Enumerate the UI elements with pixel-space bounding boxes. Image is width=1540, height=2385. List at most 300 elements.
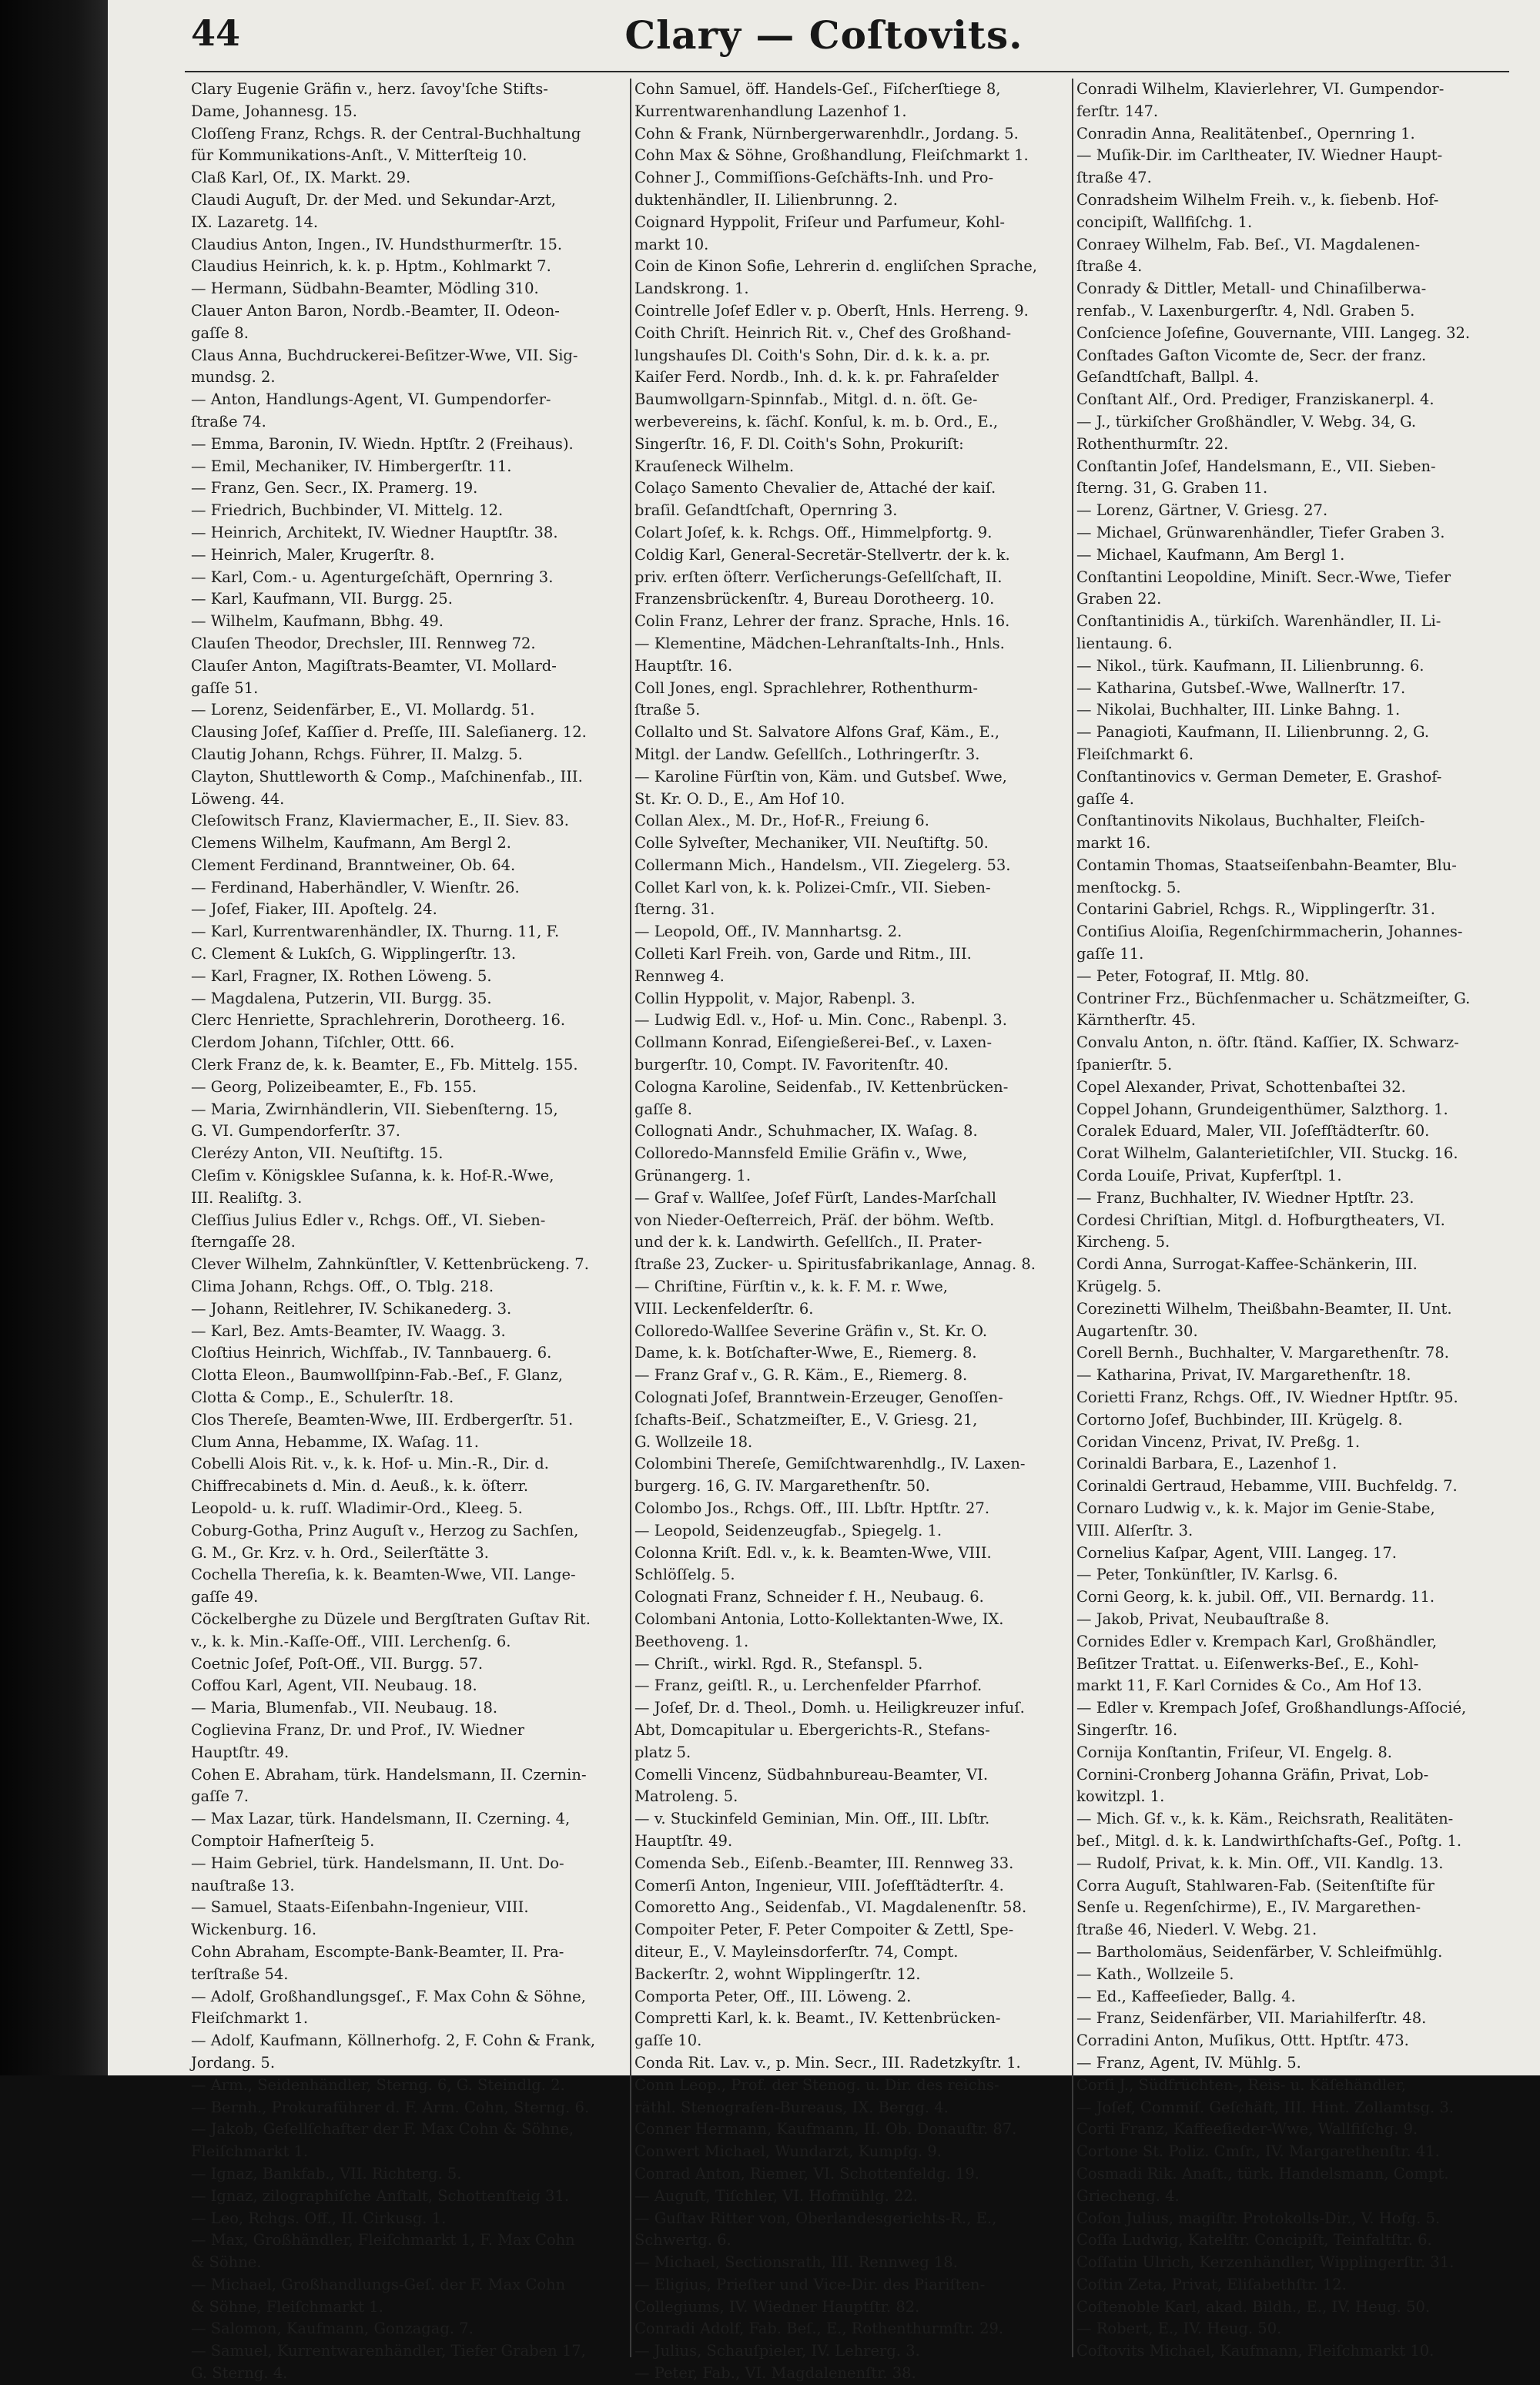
directory-entry-line: ſchafts-Beiſ., Schatzmeiſter, E., V. Griesg. 21, — [634, 1410, 978, 1429]
directory-entry-line: Collin Hyppolit, v. Major, Rabenpl. 3. — [634, 989, 916, 1007]
directory-entry-line: Clos Thereſe, Beamten-Wwe, III. Erdbergerſtr. 51. — [191, 1410, 574, 1429]
directory-entry-line: Cordi Anna, Surrogat-Kaffee-Schänkerin, III. — [1076, 1255, 1418, 1274]
directory-entry-line: Coin de Kinon Sofie, Lehrerin d. engliſchen Sprache, — [634, 257, 1037, 276]
directory-entry-line: — Nikol., türk. Kaufmann, II. Lilienbrunng. 6. — [1076, 656, 1424, 675]
directory-entry-line: Corell Bernh., Buchhalter, V. Margarethenſtr. 78. — [1076, 1344, 1449, 1362]
directory-entry-line: G. Sterng. 4. — [191, 2364, 288, 2383]
directory-entry-line: — Hermann, Südbahn-Beamter, Mödling 310. — [191, 280, 539, 298]
directory-entry-line: Cohner J., Commiſſions-Geſchäfts-Inh. und Pro- — [634, 169, 994, 187]
directory-entry-line: — Michael, Sectionsrath, III. Rennweg 18. — [634, 2253, 958, 2272]
page-number: 44 — [191, 12, 241, 54]
directory-entry-line: — Jakob, Geſellſchafter der F. Max Cohn & Söhne, — [191, 2120, 574, 2139]
directory-entry-line: Hauptſtr. 16. — [634, 656, 733, 675]
directory-entry-line: — Lorenz, Gärtner, V. Griesg. 27. — [1076, 501, 1328, 520]
directory-entry-line: Rothenthurmſtr. 22. — [1076, 434, 1229, 453]
directory-entry-line: Coſtin Zeta, Privat, Eliſabethſtr. 12. — [1076, 2275, 1347, 2293]
directory-entry-line: Wickenburg. 16. — [191, 1921, 317, 1939]
directory-entry-line: Krügelg. 5. — [1076, 1278, 1162, 1296]
directory-entry-line: — Lorenz, Seidenfärber, E., VI. Mollardg. 51. — [191, 701, 535, 719]
directory-entry-line: Coſon Julius, magiſtr. Protokolls-Dir., V. Hofg. 5. — [1076, 2209, 1441, 2227]
directory-entry-line: Cleſim v. Königsklee Suſanna, k. k. Hof-R.-Wwe, — [191, 1167, 554, 1185]
directory-entry-line: Colaço Samento Chevalier de, Attaché der kaiſ. — [634, 479, 996, 497]
directory-entry-line: Kaiſer Ferd. Nordb., Inh. d. k. k. pr. Fahraſelder — [634, 368, 999, 387]
directory-entry-line: nauſtraße 13. — [191, 1876, 295, 1894]
directory-entry-line: räthl. Stenografen-Bureaus, IX. Bergg. 4. — [634, 2098, 949, 2116]
directory-entry-line: Coll Jones, engl. Sprachlehrer, Rothenthurm- — [634, 678, 978, 697]
directory-entry-line: Cloſſeng Franz, Rchgs. R. der Central-Buchhaltung — [191, 124, 581, 142]
directory-entry-line: Corat Wilhelm, Galanterietiſchler, VII. Stuckg. 16. — [1076, 1144, 1458, 1163]
directory-entry-line: Abt, Domcapitular u. Ebergerichts-R., Stefans- — [634, 1720, 990, 1739]
directory-entry-line: Clerézy Anton, VII. Neuſtiftg. 15. — [191, 1144, 444, 1163]
directory-entry-line: Cohn Samuel, öff. Handels-Geſ., Fiſcherſtiege 8, — [634, 80, 1001, 98]
directory-entry-line: Clotta Eleon., Baumwollſpinn-Fab.-Beſ., F. Glanz, — [191, 1366, 563, 1385]
directory-entry-line: Clotta & Comp., E., Schulerſtr. 18. — [191, 1388, 454, 1407]
directory-entry-line: Cornelius Kaſpar, Agent, VIII. Langeg. 17. — [1076, 1543, 1397, 1562]
directory-entry-line: Clautig Johann, Rchgs. Führer, II. Malzg. 5. — [191, 745, 523, 763]
directory-entry-line: — Peter, Fotograf, II. Mtlg. 80. — [1076, 966, 1310, 985]
directory-entry-line: renfab., V. Laxenburgerſtr. 4, Ndl. Graben 5. — [1076, 301, 1415, 320]
directory-entry-line: Conrady & Dittler, Metall- und Chinaſilberwa- — [1076, 280, 1427, 298]
directory-entry-line: Claus Anna, Buchdruckerei-Beſitzer-Wwe, VII. Sig- — [191, 346, 578, 364]
directory-entry-line: lungshauſes Dl. Coith's Sohn, Dir. d. k. k. a. pr. — [634, 346, 990, 364]
directory-entry-line: ſterng. 31, G. Graben 11. — [1076, 479, 1268, 497]
directory-entry-line: Senſe u. Regenſchirme), E., IV. Margarethen- — [1076, 1898, 1421, 1917]
directory-entry-line: v., k. k. Min.-Kaſſe-Off., VIII. Lerchenſg. 6. — [191, 1632, 511, 1650]
directory-entry-line: Cleſſius Julius Edler v., Rchgs. Off., VI. Sieben- — [191, 1211, 546, 1229]
directory-entry-line: Coſſatin Ulrich, Kerzenhändler, Wipplingerſtr. 31. — [1076, 2253, 1455, 2272]
directory-entry-line: Collognati Andr., Schuhmacher, IX. Waſag. 8. — [634, 1122, 978, 1141]
page-header — [108, 6, 1540, 60]
directory-entry-line: kowitzpl. 1. — [1076, 1787, 1165, 1806]
directory-entry-line: Conradi Wilhelm, Klavierlehrer, VI. Gumpendor- — [1076, 80, 1445, 98]
directory-entry-line: — Franz, Gen. Secr., IX. Pramerg. 19. — [191, 479, 478, 497]
directory-entry-line: — Joſef, Fiaker, III. Apoſtelg. 24. — [191, 900, 437, 919]
directory-entry-line: gaſſe 10. — [634, 2032, 702, 2050]
directory-entry-line: Conſtantinidis A., türkiſch. Warenhändler, II. Li- — [1076, 612, 1441, 631]
directory-entry-line: ſtraße 47. — [1076, 169, 1152, 187]
directory-entry-line: Landskrong. 1. — [634, 280, 749, 298]
directory-entry-line: Coldig Karl, General-Secretär-Stellvertr. der k. k. — [634, 545, 1010, 564]
directory-entry-line: — Samuel, Staats-Eiſenbahn-Ingenieur, VIII. — [191, 1898, 529, 1917]
directory-entry-line: Singerſtr. 16. — [1076, 1720, 1178, 1739]
directory-entry-line: — Karl, Kaufmann, VII. Burgg. 25. — [191, 590, 453, 608]
directory-entry-line: Löweng. 44. — [191, 789, 285, 808]
directory-entry-line: Kircheng. 5. — [1076, 1233, 1170, 1251]
directory-entry-line: — Georg, Polizeibeamter, E., Fb. 155. — [191, 1077, 477, 1096]
directory-entry-line: — Michael, Großhandlungs-Geſ. der F. Max Cohn — [191, 2275, 566, 2293]
directory-entry-line: — Edler v. Krempach Joſef, Großhandlungs-Aſſocié, — [1076, 1699, 1467, 1717]
directory-entry-line: Beſitzer Trattat. u. Eiſenwerks-Beſ., E., Kohl- — [1076, 1654, 1419, 1673]
directory-entry-line: ſtraße 5. — [634, 701, 701, 719]
directory-entry-line: — Guſtav Ritter von, Oberlandesgerichts-R., E., — [634, 2209, 997, 2227]
directory-entry-line: Corſi J., Südfrüchten-, Reis- u. Käſehändler, — [1076, 2075, 1406, 2094]
directory-entry-line: — Franz, Seidenfärber, VII. Mariahilferſtr. 48. — [1076, 2009, 1427, 2028]
directory-entry-line: Comenda Seb., Eiſenb.-Beamter, III. Rennweg 33. — [634, 1854, 1014, 1872]
directory-entry-line: Colart Joſef, k. k. Rchgs. Off., Himmelpfortg. 9. — [634, 523, 993, 541]
directory-entry-line: Clary Eugenie Gräfin v., herz. ſavoy'ſche Stifts- — [191, 80, 548, 98]
directory-entry-line: gaſſe 4. — [1076, 789, 1134, 808]
directory-entry-line: Clima Johann, Rchgs. Off., O. Tblg. 218. — [191, 1278, 494, 1296]
directory-entry-line: — Ed., Kaffeeſieder, Ballg. 4. — [1076, 1987, 1296, 2005]
directory-entry-line: — Michael, Kaufmann, Am Bergl 1. — [1076, 545, 1345, 564]
directory-entry-line: Clerdom Johann, Tiſchler, Ottt. 66. — [191, 1033, 455, 1052]
directory-entry-line: Cohn & Frank, Nürnbergerwarenhdlr., Jordang. 5. — [634, 124, 1019, 142]
directory-entry-line: Conſtantin Joſef, Handelsmann, E., VII. Sieben- — [1076, 457, 1436, 475]
directory-entry-line: Contamin Thomas, Staatseiſenbahn-Beamter, Blu- — [1076, 856, 1457, 874]
directory-entry-line: von Nieder-Oeſterreich, Präſ. der böhm. Weſtb. — [634, 1211, 995, 1229]
directory-entry-line: — Robert, E., IV. Heug. 50. — [1076, 2320, 1282, 2338]
directory-entry-line: Geſandtſchaft, Ballpl. 4. — [1076, 368, 1259, 387]
directory-entry-line: ſterngaſſe 28. — [191, 1233, 296, 1251]
directory-entry-line: Collalto und St. Salvatore Alfons Graf, Käm., E., — [634, 723, 1000, 742]
directory-entry-line: Cologna Karoline, Seidenfab., IV. Kettenbrücken- — [634, 1077, 1009, 1096]
directory-entry-line: Coglievina Franz, Dr. und Prof., IV. Wiedner — [191, 1720, 524, 1739]
directory-entry-line: — Samuel, Kurrentwarenhändler, Tiefer Graben 17, — [191, 2342, 586, 2360]
directory-entry-line: Cohn Abraham, Escompte-Bank-Beamter, II. Pra- — [191, 1942, 564, 1961]
directory-entry-line: Cornini-Cronberg Johanna Gräfin, Privat, Lob- — [1076, 1765, 1429, 1784]
directory-entry-line: Colin Franz, Lehrer der franz. Sprache, Hnls. 16. — [634, 612, 1010, 631]
directory-entry-line: ſtraße 4. — [1076, 257, 1143, 276]
directory-entry-line: Comerſi Anton, Ingenieur, VIII. Joſefſtädterſtr. 4. — [634, 1876, 1004, 1894]
directory-entry-line: VIII. Leckenfelderſtr. 6. — [634, 1299, 814, 1318]
directory-entry-line: menſtockg. 5. — [1076, 878, 1181, 896]
directory-entry-line: — Klementine, Mädchen-Lehranſtalts-Inh., Hnls. — [634, 634, 1005, 652]
directory-entry-line: priv. erſten öſterr. Verſicherungs-Geſellſchaft, II. — [634, 568, 1003, 586]
directory-entry-line: Conſcience Joſefine, Gouvernante, VIII. Langeg. 32. — [1076, 323, 1471, 342]
directory-entry-line: Cornides Edler v. Krempach Karl, Großhändler, — [1076, 1632, 1438, 1650]
directory-entry-line: — Peter, Tonkünſtler, IV. Karlsg. 6. — [1076, 1566, 1338, 1584]
directory-entry-line: Clerc Henriette, Sprachlehrerin, Dorotheerg. 16. — [191, 1011, 566, 1030]
directory-column-1 — [191, 79, 622, 2383]
directory-entry-line: IX. Lazaretg. 14. — [191, 213, 319, 231]
directory-entry-line: Clement Ferdinand, Branntweiner, Ob. 64. — [191, 856, 516, 874]
directory-entry-line: Schlöſſelg. 5. — [634, 1566, 735, 1584]
directory-entry-line: Cohen E. Abraham, türk. Handelsmann, II. Czernin- — [191, 1765, 587, 1784]
directory-entry-line: VIII. Alſerſtr. 3. — [1076, 1521, 1194, 1539]
directory-entry-line: — Muſik-Dir. im Carltheater, IV. Wiedner Haupt- — [1076, 146, 1443, 165]
directory-entry-line: — Joſef, Commiſ. Geſchäft, III. Hint. Zollamtsg. 3. — [1076, 2098, 1455, 2116]
directory-entry-line: Coſtovits Michael, Kaufmann, Fleiſchmarkt 10. — [1076, 2342, 1435, 2360]
directory-entry-line: Cointrelle Joſef Edler v. p. Oberſt, Hnls. Herreng. 9. — [634, 301, 1029, 320]
directory-entry-line: Clausing Joſef, Kaſſier d. Preſſe, III. Saleſianerg. 12. — [191, 723, 587, 742]
directory-entry-line: Coridan Vincenz, Privat, IV. Preßg. 1. — [1076, 1432, 1361, 1451]
directory-entry-line: — Franz Graf v., G. R. Käm., E., Riemerg. 8. — [634, 1366, 968, 1385]
directory-entry-line: — Leopold, Off., IV. Mannhartsg. 2. — [634, 923, 902, 941]
directory-entry-line: und der k. k. Landwirth. Geſellſch., II. Prater- — [634, 1233, 983, 1251]
directory-entry-line: Convalu Anton, n. öſtr. ſtänd. Kaſſier, IX. Schwarz- — [1076, 1033, 1459, 1052]
directory-entry-line: — Heinrich, Maler, Krugerſtr. 8. — [191, 545, 435, 564]
directory-entry-line: Matroleng. 5. — [634, 1787, 738, 1806]
directory-entry-line: — Chriſt., wirkl. Rgd. R., Stefanspl. 5. — [634, 1654, 923, 1673]
directory-entry-line: Collegiums, IV. Wiedner Hauptſtr. 82. — [634, 2297, 920, 2316]
directory-entry-line: Colleti Karl Freih. von, Garde und Ritm., III. — [634, 945, 972, 963]
directory-entry-line: Cornaro Ludwig v., k. k. Major im Genie-Stabe, — [1076, 1499, 1435, 1517]
directory-entry-line: Clauer Anton Baron, Nordb.-Beamter, II. Odeon- — [191, 301, 560, 320]
directory-entry-line: Conraey Wilhelm, Fab. Beſ., VI. Magdalenen- — [1076, 235, 1421, 253]
directory-entry-line: Conradin Anna, Realitätenbeſ., Opernring 1. — [1076, 124, 1415, 142]
directory-entry-line: gaſſe 7. — [191, 1787, 249, 1806]
directory-entry-line: — Bartholomäus, Seidenfärber, V. Schleifmühlg. — [1076, 1942, 1443, 1961]
directory-entry-line: — Franz, Agent, IV. Mühlg. 5. — [1076, 2053, 1301, 2072]
directory-entry-line: Dame, k. k. Botſchafter-Wwe, E., Riemerg. 8. — [634, 1344, 977, 1362]
directory-entry-line: werbevereins, k. ſächſ. Konſul, k. m. b. Ord., E., — [634, 412, 999, 430]
directory-entry-line: — Magdalena, Putzerin, VII. Burgg. 35. — [191, 989, 492, 1007]
directory-entry-line: Coralek Eduard, Maler, VII. Joſefſtädterſtr. 60. — [1076, 1122, 1430, 1141]
directory-entry-line: Dame, Johannesg. 15. — [191, 102, 357, 120]
directory-entry-line: Clauſen Theodor, Drechsler, III. Rennweg 72. — [191, 634, 536, 652]
directory-entry-line: Collermann Mich., Handelsm., VII. Ziegelerg. 53. — [634, 856, 1011, 874]
directory-entry-line: Coppel Johann, Grundeigenthümer, Salzthorg. 1. — [1076, 1100, 1448, 1118]
directory-entry-line: Coith Chriſt. Heinrich Rit. v., Chef des Großhand- — [634, 323, 1012, 342]
directory-entry-line: — Adolf, Kaufmann, Köllnerhofg. 2, F. Cohn & Frank, — [191, 2032, 596, 2050]
directory-entry-line: Coignard Hyppolit, Friſeur und Parfumeur, Kohl- — [634, 213, 1006, 231]
directory-entry-line: Jordang. 5. — [191, 2053, 276, 2072]
directory-entry-line: — Ignaz, zilographiſche Anſtalt, Schottenſteig 31. — [191, 2186, 570, 2205]
directory-entry-line: Comptoir Hafnerſteig 5. — [191, 1831, 375, 1850]
directory-entry-line: — Wilhelm, Kaufmann, Bbhg. 49. — [191, 612, 444, 631]
directory-entry-line: — Emma, Baronin, IV. Wiedn. Hptſtr. 2 (Freihaus). — [191, 434, 574, 453]
directory-entry-line: gaſſe 51. — [191, 678, 259, 697]
directory-entry-line: — Anton, Handlungs-Agent, VI. Gumpendorfer- — [191, 390, 551, 409]
directory-entry-line: Compretti Karl, k. k. Beamt., IV. Kettenbrücken- — [634, 2009, 1001, 2028]
directory-entry-line: Singerſtr. 16, F. Dl. Coith's Sohn, Prokuriſt: — [634, 434, 964, 453]
directory-entry-line: — Ludwig Edl. v., Hof- u. Min. Conc., Rabenpl. 3. — [634, 1011, 1007, 1030]
directory-entry-line: Clever Wilhelm, Zahnkünſtler, V. Kettenbrückeng. 7. — [191, 1255, 589, 1274]
directory-entry-line: Chiffrecabinets d. Min. d. Aeuß., k. k. öſterr. — [191, 1477, 529, 1496]
directory-entry-line: Colognati Franz, Schneider f. H., Neubaug. 6. — [634, 1588, 984, 1606]
directory-entry-line: — Friedrich, Buchbinder, VI. Mittelg. 12. — [191, 501, 504, 520]
directory-entry-line: Fleiſchmarkt 1. — [191, 2009, 309, 2028]
directory-entry-line: Coburg-Gotha, Prinz Auguſt v., Herzog zu Sachſen, — [191, 1521, 579, 1539]
directory-entry-line: Corietti Franz, Rchgs. Off., IV. Wiedner Hptſtr. 95. — [1076, 1388, 1458, 1407]
directory-entry-line: Conrad Anton, Riemer, VI. Schottenfeldg. 19. — [634, 2164, 979, 2182]
directory-entry-line: & Söhne, Fleiſchmarkt 1. — [191, 2297, 383, 2316]
directory-entry-line: — Heinrich, Architekt, IV. Wiedner Hauptſtr. 38. — [191, 523, 558, 541]
directory-entry-line: Franzensbrückenſtr. 4, Bureau Dorotheerg. 10. — [634, 590, 995, 608]
directory-entry-line: Colombani Antonia, Lotto-Kollektanten-Wwe, IX. — [634, 1610, 1004, 1628]
directory-entry-line: & Söhne. — [191, 2253, 262, 2272]
directory-entry-line: Collet Karl von, k. k. Polizei-Cmſr., VII. Sieben- — [634, 878, 991, 896]
directory-entry-line: Conradi Adolf, Fab. Beſ., E., Rothenthurmſtr. 29. — [634, 2320, 1004, 2338]
directory-entry-line: — Adolf, Großhandlungsgeſ., F. Max Cohn & Söhne, — [191, 1987, 586, 2005]
directory-entry-line: Comoretto Ang., Seidenfab., VI. Magdalenenſtr. 58. — [634, 1898, 1027, 1917]
directory-entry-line: Conſtades Gaſton Vicomte de, Secr. der franz. — [1076, 346, 1427, 364]
directory-entry-line: G. VI. Gumpendorferſtr. 37. — [191, 1122, 400, 1141]
directory-entry-line: Corinaldi Gertraud, Hebamme, VIII. Buchfeldg. 7. — [1076, 1477, 1458, 1496]
directory-entry-line: beſ., Mitgl. d. k. k. Landwirthſchafts-Geſ., Poſtg. 1. — [1076, 1831, 1462, 1850]
directory-entry-line: Schwertg. 6. — [634, 2231, 732, 2249]
directory-entry-line: terſtraße 54. — [191, 1965, 289, 1983]
directory-entry-line: Copel Alexander, Privat, Schottenbaſtei 32. — [1076, 1077, 1406, 1096]
directory-entry-line: Corezinetti Wilhelm, Theißbahn-Beamter, II. Unt. — [1076, 1299, 1452, 1318]
directory-entry-line: Cortone St. Poliz. Cmſr., IV. Margarethenſtr. 41. — [1076, 2142, 1440, 2161]
directory-entry-line: Cöckelberghe zu Düzele und Bergſtraten Guſtav Rit. — [191, 1610, 591, 1628]
directory-columns — [191, 79, 1525, 2383]
book-binding-shadow — [0, 0, 108, 2075]
directory-entry-line: Conradsheim Wilhelm Freih. v., k. ſiebenb. Hof- — [1076, 190, 1439, 209]
directory-entry-line: Colombo Jos., Rchgs. Off., III. Lbſtr. Hptſtr. 27. — [634, 1499, 990, 1517]
header-rule — [185, 71, 1509, 72]
directory-entry-line: Cochella Thereſia, k. k. Beamten-Wwe, VII. Lange- — [191, 1566, 576, 1584]
directory-entry-line: Collan Alex., M. Dr., Hof-R., Freiung 6. — [634, 812, 929, 830]
directory-entry-line: Colonna Kriſt. Edl. v., k. k. Beamten-Wwe, VIII. — [634, 1543, 992, 1562]
directory-entry-line: Hauptſtr. 49. — [634, 1831, 733, 1850]
directory-entry-line: Rennweg 4. — [634, 966, 725, 985]
directory-entry-line: lientaung. 6. — [1076, 634, 1173, 652]
directory-entry-line: Collmann Konrad, Eiſengießerei-Beſ., v. Laxen- — [634, 1033, 993, 1052]
directory-entry-line: Conſtantini Leopoldine, Miniſt. Secr.-Wwe, Tiefer — [1076, 568, 1451, 586]
directory-entry-line: Colloredo-Mannsfeld Emilie Gräfin v., Wwe, — [634, 1144, 968, 1163]
directory-entry-line: Contiſius Aloiſia, Regenſchirmmacherin, Johannes- — [1076, 923, 1463, 941]
directory-entry-line: — Johann, Reitlehrer, IV. Schikanederg. 3. — [191, 1299, 512, 1318]
directory-entry-line: Comelli Vincenz, Südbahnbureau-Beamter, VI. — [634, 1765, 989, 1784]
directory-entry-line: duktenhändler, II. Lilienbrunng. 2. — [634, 190, 898, 209]
directory-entry-line: Graben 22. — [1076, 590, 1162, 608]
directory-entry-line: Cobelli Alois Rit. v., k. k. Hof- u. Min.-R., Dir. d. — [191, 1455, 549, 1473]
directory-entry-line: gaſſe 8. — [191, 323, 249, 342]
directory-entry-line: Conner Hermann, Kaufmann, II. Ob. Donauſtr. 87. — [634, 2120, 1017, 2139]
directory-entry-line: Coſtenoble Karl, akad. Bildh., E., IV. Heug. 50. — [1076, 2297, 1431, 2316]
directory-entry-line: ſtraße 74. — [191, 412, 266, 430]
directory-entry-line: ſtraße 46, Niederl. V. Webg. 21. — [1076, 1921, 1317, 1939]
directory-entry-line: Cohn Max & Söhne, Großhandlung, Fleiſchmarkt 1. — [634, 146, 1029, 165]
directory-entry-line: markt 11, F. Karl Cornides & Co., Am Hof 13. — [1076, 1677, 1422, 1695]
directory-entry-line: — Joſef, Dr. d. Theol., Domh. u. Heiligkreuzer infuſ. — [634, 1699, 1025, 1717]
directory-entry-line: Corra Auguſt, Stahlwaren-Fab. (Seitenſtiſte für — [1076, 1876, 1435, 1894]
directory-entry-line: Conn Leop., Prof. der Stenog. u. Dir. des reichs- — [634, 2075, 999, 2094]
directory-entry-line: markt 16. — [1076, 834, 1151, 853]
directory-entry-line: diteur, E., V. Mayleinsdorferſtr. 74, Compt. — [634, 1942, 959, 1961]
directory-entry-line: Leopold- u. k. ruſſ. Wladimir-Ord., Kleeg. 5. — [191, 1499, 523, 1517]
directory-entry-line: Compoiter Peter, F. Peter Compoiter & Zettl, Spe- — [634, 1921, 1014, 1939]
directory-entry-line: Baumwollgarn-Spinnfab., Mitgl. d. n. öſt. Ge- — [634, 390, 978, 409]
directory-entry-line: mundsg. 2. — [191, 368, 276, 387]
directory-entry-line: Kurrentwarenhandlung Lazenhof 1. — [634, 102, 907, 120]
directory-entry-line: platz 5. — [634, 1743, 691, 1761]
directory-entry-line: Clerk Franz de, k. k. Beamter, E., Fb. Mittelg. 155. — [191, 1056, 578, 1074]
directory-entry-line: Cordesi Chriſtian, Mitgl. d. Hofburgtheaters, VI. — [1076, 1211, 1445, 1229]
directory-entry-line: — Eligius, Prieſter und Vice-Dir. des Piariſten- — [634, 2275, 986, 2293]
directory-entry-line: — Rudolf, Privat, k. k. Min. Off., VII. Kandlg. 13. — [1076, 1854, 1444, 1872]
directory-entry-line: G. M., Gr. Krz. v. h. Ord., Seilerſtätte 3. — [191, 1543, 489, 1562]
directory-entry-line: Corda Louiſe, Privat, Kupferſtpl. 1. — [1076, 1167, 1342, 1185]
directory-entry-line: Beethoveng. 1. — [634, 1632, 749, 1650]
directory-entry-line: Grünangerg. 1. — [634, 1167, 752, 1185]
directory-entry-line: — Arm., Seidenhändler, Sterng. 6, G. Steindlg. 2. — [191, 2075, 565, 2094]
directory-entry-line: — Katharina, Privat, IV. Margarethenſtr. 18. — [1076, 1366, 1411, 1385]
directory-entry-line: — Karoline Fürſtin von, Käm. und Gutsbeſ. Wwe, — [634, 767, 1007, 786]
directory-entry-line: Clayton, Shuttleworth & Comp., Maſchinenfab., III. — [191, 767, 583, 786]
directory-entry-line: Clum Anna, Hebamme, IX. Waſag. 11. — [191, 1432, 479, 1451]
directory-entry-line: III. Realiſtg. 3. — [191, 1188, 303, 1207]
directory-entry-line: Coffou Karl, Agent, VII. Neubaug. 18. — [191, 1677, 477, 1695]
directory-entry-line: Claudi Auguſt, Dr. der Med. und Sekundar-Arzt, — [191, 190, 556, 209]
directory-entry-line: braſil. Geſandtſchaft, Opernring 3. — [634, 501, 898, 520]
directory-entry-line: Krauſeneck Wilhelm. — [634, 457, 795, 475]
directory-entry-line: Cornija Konſtantin, Friſeur, VI. Engelg. 8. — [1076, 1743, 1392, 1761]
directory-entry-line: Clauſer Anton, Magiſtrats-Beamter, VI. Mollard- — [191, 656, 557, 675]
directory-entry-line: Coetnic Joſef, Poſt-Off., VII. Burgg. 57. — [191, 1654, 484, 1673]
directory-entry-line: — Michael, Grünwarenhändler, Tiefer Graben 3. — [1076, 523, 1445, 541]
directory-entry-line: Conwert Michael, Wundarzt, Kumpfg. 9. — [634, 2142, 942, 2161]
directory-entry-line: gaſſe 49. — [191, 1588, 259, 1606]
directory-entry-line: — Bernh., Prokuraführer d. F. Arm. Cohn, Sterng. 6. — [191, 2098, 590, 2116]
directory-entry-line: Claudius Anton, Ingen., IV. Hundsthurmerſtr. 15. — [191, 235, 563, 253]
directory-entry-line: gaſſe 8. — [634, 1100, 692, 1118]
directory-entry-line: ſtraße 23, Zucker- u. Spiritusfabrikanlage, Annag. 8. — [634, 1255, 1036, 1274]
directory-entry-line: — Max Lazar, türk. Handelsmann, II. Czerning. 4, — [191, 1810, 571, 1828]
directory-entry-line: für Kommunikations-Anſt., V. Mitterſteig 10. — [191, 146, 527, 165]
directory-entry-line: ferſtr. 147. — [1076, 102, 1159, 120]
directory-entry-line: Contriner Frz., Büchſenmacher u. Schätzmeiſter, G. — [1076, 989, 1471, 1007]
directory-entry-line: — Ferdinand, Haberhändler, V. Wienſtr. 26. — [191, 878, 520, 896]
directory-entry-line: Conſtantinovics v. German Demeter, E. Grashof- — [1076, 767, 1442, 786]
directory-entry-line: — Franz, geiſtl. R., u. Lerchenfelder Pfarrhof. — [634, 1677, 983, 1695]
directory-entry-line: Comporta Peter, Off., III. Löweng. 2. — [634, 1987, 912, 2005]
directory-entry-line: Fleiſchmarkt 6. — [1076, 745, 1194, 763]
directory-entry-line: Fleiſchmarkt 1. — [191, 2142, 309, 2161]
directory-entry-line: Colle Sylveſter, Mechaniker, VII. Neuſtiftg. 50. — [634, 834, 989, 853]
directory-entry-line: Cosmadi Rik. Anaſt., türk. Handelsmann, Compt. — [1076, 2164, 1449, 2182]
directory-entry-line: Cloſtius Heinrich, Wichſfab., IV. Tannbauerg. 6. — [191, 1344, 552, 1362]
directory-entry-line: — Jakob, Privat, Neubauſtraße 8. — [1076, 1610, 1330, 1628]
directory-entry-line: — Haim Gebriel, türk. Handelsmann, II. Unt. Do- — [191, 1854, 564, 1872]
directory-entry-line: Cleſowitsch Franz, Klaviermacher, E., II. Siev. 83. — [191, 812, 569, 830]
directory-entry-line: Hauptſtr. 49. — [191, 1743, 290, 1761]
directory-entry-line: markt 10. — [634, 235, 709, 253]
directory-entry-line: St. Kr. O. D., E., Am Hof 10. — [634, 789, 845, 808]
directory-entry-line: — Karl, Kurrentwarenhändler, IX. Thurng. 11, F. — [191, 923, 560, 941]
directory-entry-line: — Emil, Mechaniker, IV. Himbergerſtr. 11. — [191, 457, 512, 475]
directory-entry-line: — Maria, Zwirnhändlerin, VII. Siebenſterng. 15, — [191, 1100, 558, 1118]
directory-entry-line: Cortorno Joſef, Buchbinder, III. Krügelg. 8. — [1076, 1410, 1403, 1429]
directory-entry-line: — v. Stuckinfeld Geminian, Min. Off., III. Lbſtr. — [634, 1810, 990, 1828]
directory-entry-line: Claß Karl, Of., IX. Markt. 29. — [191, 169, 411, 187]
directory-entry-line: Corradini Anton, Muſikus, Ottt. Hptſtr. 473. — [1076, 2032, 1409, 2050]
directory-entry-line: — Peter, Fab., VI. Magdalenenſtr. 38. — [634, 2364, 916, 2383]
directory-entry-line: Backerſtr. 2, wohnt Wipplingerſtr. 12. — [634, 1965, 921, 1983]
directory-entry-line: — Franz, Buchhalter, IV. Wiedner Hptſtr. 23. — [1076, 1188, 1414, 1207]
directory-entry-line: ſpanierſtr. 5. — [1076, 1056, 1173, 1074]
directory-entry-line: — Graf v. Wallſee, Joſef Fürſt, Landes-Marſchall — [634, 1188, 996, 1207]
directory-entry-line: — Kath., Wollzeile 5. — [1076, 1965, 1234, 1983]
directory-entry-line: Corni Georg, k. k. jubil. Off., VII. Bernardg. 11. — [1076, 1588, 1435, 1606]
directory-entry-line: Conſtant Alf., Ord. Prediger, Franziskanerpl. 4. — [1076, 390, 1435, 409]
directory-entry-line: — Max, Großhändler, Fleiſchmarkt 1, F. Max Cohn — [191, 2231, 575, 2249]
directory-column-2 — [634, 79, 1066, 2383]
directory-entry-line: — Maria, Blumenfab., VII. Neubaug. 18. — [191, 1699, 498, 1717]
directory-entry-line: G. Wollzeile 18. — [634, 1432, 753, 1451]
directory-entry-line: burgerg. 16, G. IV. Margarethenſtr. 50. — [634, 1477, 930, 1496]
directory-entry-line: — Panagioti, Kaufmann, II. Lilienbrunng. 2, G. — [1076, 723, 1430, 742]
directory-entry-line: burgerſtr. 10, Compt. IV. Favoritenſtr. 40. — [634, 1056, 949, 1074]
directory-entry-line: Contarini Gabriel, Rchgs. R., Wipplingerſtr. 31. — [1076, 900, 1435, 919]
directory-entry-line: Colloredo-Wallſee Severine Gräfin v., St. Kr. O. — [634, 1321, 988, 1340]
directory-entry-line: — Karl, Com.- u. Agenturgeſchäft, Opernring 3. — [191, 568, 554, 586]
directory-entry-line: Coſſa Ludwig, Katelſtr. Concipiſt, Teinfaltſtr. 6. — [1076, 2231, 1432, 2249]
directory-entry-line: Griecheng. 4. — [1076, 2186, 1180, 2205]
directory-entry-line: gaſſe 11. — [1076, 945, 1144, 963]
directory-column-3 — [1076, 79, 1508, 2360]
running-head: Clary — Coſtovits. — [624, 12, 1023, 58]
directory-entry-line: Augartenſtr. 30. — [1076, 1321, 1198, 1340]
directory-entry-line: — Chriſtine, Fürſtin v., k. k. F. M. r. Wwe, — [634, 1278, 949, 1296]
directory-entry-line: — Salomon, Kaufmann, Gonzagag. 7. — [191, 2320, 474, 2338]
directory-entry-line: concipiſt, Wallfiſchg. 1. — [1076, 213, 1253, 231]
directory-entry-line: — Auguſt, Tiſchler, VI. Hofmühlg. 22. — [634, 2186, 919, 2205]
directory-entry-line: Corinaldi Barbara, E., Lazenhof 1. — [1076, 1455, 1337, 1473]
directory-entry-line: Mitgl. der Landw. Geſellſch., Lothringerſtr. 3. — [634, 745, 980, 763]
